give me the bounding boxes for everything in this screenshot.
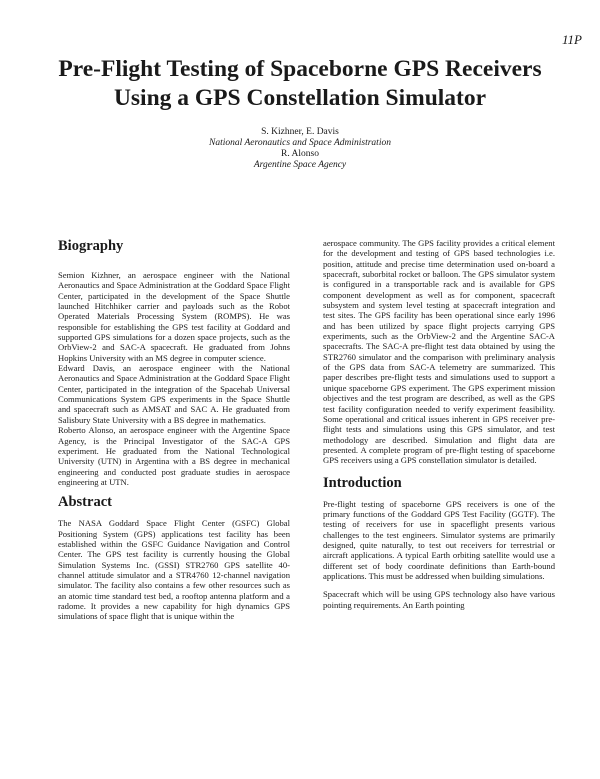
title-line-1: Pre-Flight Testing of Spaceborne GPS Receivers	[58, 56, 542, 82]
right-column	[323, 238, 555, 610]
author-names-2: R. Alonso	[280, 149, 319, 159]
paper-title	[40, 55, 560, 113]
abstract-heading: Abstract	[58, 494, 112, 511]
left-column	[58, 237, 290, 622]
biography-paragraph: Edward Davis, an aerospace engineer with the National Aeronautics and Space Administration at the Goddard Space Flight Center, participated in the integration of the Spacehab Universal Communications System GPS experiments in the Space Shuttle and spacecraft such as AMSAT and SAC A. He graduated from Salisbury State University with a BS degree in mathematics.	[58, 363, 290, 425]
author-names-1: S. Kizhner, E. Davis	[261, 127, 339, 137]
page-mark: 11P	[562, 32, 582, 47]
author-affiliation-1: National Aeronautics and Space Administration	[209, 138, 391, 148]
biography-paragraph: Semion Kizhner, an aerospace engineer with the National Aeronautics and Space Administration at the Goddard Space Flight Center, participated in the development of the Space Shuttle launched Hitchhiker carrier and payloads such as the Robot Operated Materials Processing System (ROMPS). He was responsible for establishing the GPS test facility at Goddard and supported GPS simulations for a dozen space projects, such as the OrbView-2 and SAC-A spacecraft. He graduated from Johns Hopkins University with an MS degree in computer science.	[58, 270, 290, 363]
author-block	[100, 127, 500, 171]
abstract-paragraph-continued: aerospace community. The GPS facility provides a critical element for the development and testing of GPS based technologies i.e. position, attitude and precise time determination used on-board a spacecraft, suborbital rocket or balloon. The GPS simulator system is configured in a transportable rack and is available for GPS component development as well as for component, spacecraft subsystem and system level testing at spacecraft integration and test sites. The GPS facility has been operational since early 1996 and has been utilized by space flight projects carrying GPS experiments, such as the OrbView-2 and the Argentine SAC-A spacecrafts. The SAC-A pre-flight test data obtained by using the STR2760 simulator and the comparison with preliminary analysis of the GPS data from SAC-A telemetry are summarized. This paper describes pre-flight tests and simulations used to support a unique spaceborne GPS experiment. The GPS experiment mission objectives and the test program are described, as well as the GPS test facility configuration needed to verify experiment feasibility. Some operational and critical issues inherent in GPS receiver pre-flight tests and simulations using this GPS simulator, and test methodology are described. Simulation and flight data are presented. A complete program of pre-flight testing of spaceborne GPS receivers using a GPS constellation simulator is detailed.	[323, 238, 555, 466]
introduction-heading: Introduction	[323, 474, 402, 491]
introduction-paragraph: Spacecraft which will be using GPS technology also have various pointing requirements. An Earth pointing	[323, 589, 555, 610]
introduction-paragraph: Pre-flight testing of spaceborne GPS receivers is one of the primary functions of the Goddard GPS Test Facility (GGTF). The testing of receivers for use in spaceflight presents various challenges to the test engineers. Simulator systems are primarily designed, quite naturally, to test out receivers for terrestrial or aircraft applications. A typical Earth orbiting satellite would use a different set of body coordinate definitions than Earth-bound applications. This must be addressed when building simulations.	[323, 498, 555, 581]
abstract-paragraph: The NASA Goddard Space Flight Center (GSFC) Global Positioning System (GPS) applications test facility has been established within the GSFC Guidance Navigation and Control Center. The GPS test facility is currently housing the Global Simulation Systems Inc. (GSSI) STR2760 GPS satellite 40-channel attitude simulator and a STR4760 12-channel navigation simulator. The facility also contains a few other resources such as an atomic time standard test bed, a rooftop antenna platform and a radome. It provides a new capability for high dynamics GPS simulations of space flight that is unique within the	[58, 518, 290, 622]
title-line-2: Using a GPS Constellation Simulator	[113, 85, 487, 111]
author-affiliation-2: Argentine Space Agency	[253, 160, 347, 170]
biography-heading: Biography	[58, 238, 124, 254]
biography-paragraph: Roberto Alonso, an aerospace engineer with the Argentine Space Agency, is the Principal Investigator of the SAC-A GPS experiment. He graduated from the National Technological University (UTN) in Argentina with a BS degree in mechanical engineering and conducted post graduate studies in aerospace engineering at UTN.	[58, 425, 290, 487]
